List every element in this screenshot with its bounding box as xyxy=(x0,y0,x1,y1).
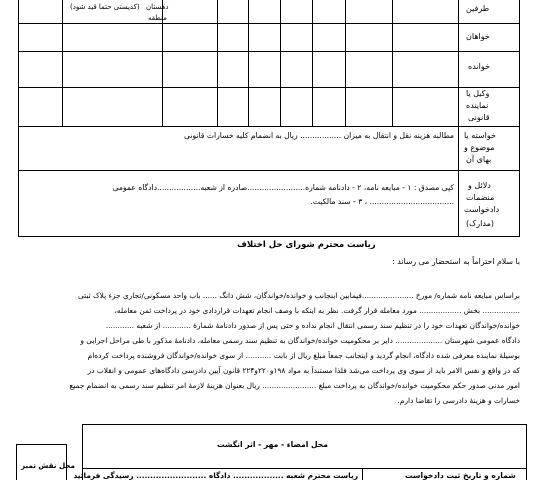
evidence-line-2: ................................... ، ۳ - سند مالکیت. xyxy=(310,197,454,206)
registration-label: شماره و تاریخ ثبت دادخواست xyxy=(405,471,516,480)
letter-body-line: دادگاه عمومی شهرستان .................... دایر بر محکومیت خوانده/خواندگان به تنظیم سند رسمی معامله، دادنامهٔ مذکور با طی مراحل اجرایی و xyxy=(80,336,520,345)
letter-body-line: خوانده/خواندگان تعهدات خود را در تنظیم سند رسمی انتقال انجام نداده و حتی پس از صدور دادنامهٔ شمارهٔ ............ از شعبه ............ xyxy=(105,321,520,330)
label-plaintiff: خواهان xyxy=(466,32,490,41)
letter-body-line: ................ بخش .................. مورد معامله قرار گرفت. نظر به اینکه با وصف انجام تعهدات قراردادی خود در پرداخت ثمن معامله، xyxy=(114,306,520,315)
region-label: منطقه xyxy=(148,14,167,22)
label-evidence-2: منضمات xyxy=(466,193,495,202)
letter-body-line: براساس مبایعه نامه شماره/ مورخ ......................فیمابین اینجانب و خوانده/خواندگان، شش دانگ ...... باب واحد مسکونی/تجاری جزء پلاک ثبتی xyxy=(78,291,520,300)
letter-body-line: خسارات و هزینهٔ دادرسی را تقاضا دارم. xyxy=(397,396,520,405)
court-branch-referral: ریاست محترم شعبه .................. دادگاه ......................... رسیدگی فرمائید xyxy=(73,471,358,480)
label-claim-1: خواسته یا xyxy=(464,131,496,140)
signature-label: محل امضاء - مهر - اثر انگشت xyxy=(217,440,328,449)
letter-title: ریاست محترم شورای حل اختلاف xyxy=(237,240,376,250)
label-defendant: خوانده xyxy=(468,62,490,71)
stamp-label: محل نقش تمبر xyxy=(21,461,76,470)
label-evidence-4: (مدارک) xyxy=(466,219,494,228)
label-attorney-3: قانونی xyxy=(468,113,490,122)
label-parties: طرفین xyxy=(466,4,490,13)
evidence-line-1: کپی مصدق : ۱ - مبایعه نامه، ۲ - دادنامه شماره........................صادره از شعبه..................دادگاه عمومی xyxy=(112,183,454,192)
district-label: دهستان xyxy=(146,3,169,11)
postal-code-note: (کدپستی حتما قید شود) xyxy=(70,3,140,11)
letter-greeting: با سلام احتراماً به استحضار می رساند : xyxy=(392,257,520,266)
label-evidence-3: دادخواست xyxy=(464,205,500,214)
label-claim-2: موضوع و xyxy=(464,143,495,152)
letter-body-line: بوسیلهٔ نماینده معرفی شده دادگاه، انجام گردید و اینجانب جمعاً مبلغ ریال از بابت ........... از سوی خوانده/خواندگان فروشنده پرداخت کرده‌ام xyxy=(87,351,520,360)
claim-text: مطالبه هزینه نقل و انتقال به میزان ................. ریال به انضمام کلیه خسارات قانونی xyxy=(184,131,454,140)
label-claim-3: بهای آن xyxy=(466,155,492,164)
letter-body-line: امور مدنی صدور حکم محکومیت خوانده/خواندگان به پرداخت مبلغ ....................... ریال بعنوان هزینهٔ لازمهٔ امر تنظیم سند رسمی به انضمام جمیع xyxy=(69,381,520,390)
label-attorney-1: وکیل یا xyxy=(466,89,490,98)
letter-body-line: که در واقع و نفس الامر باید از سوی وی پرداخت می‌شد فلذا مستنداً به مواد ۱۹۸و۲۲۰و۲۲۴ قانون آیین دادرسی دادگاه‌های عمومی و انقلاب در xyxy=(87,366,520,375)
label-evidence-1: دلائل و xyxy=(468,181,491,190)
label-attorney-2: نماینده xyxy=(466,101,489,110)
